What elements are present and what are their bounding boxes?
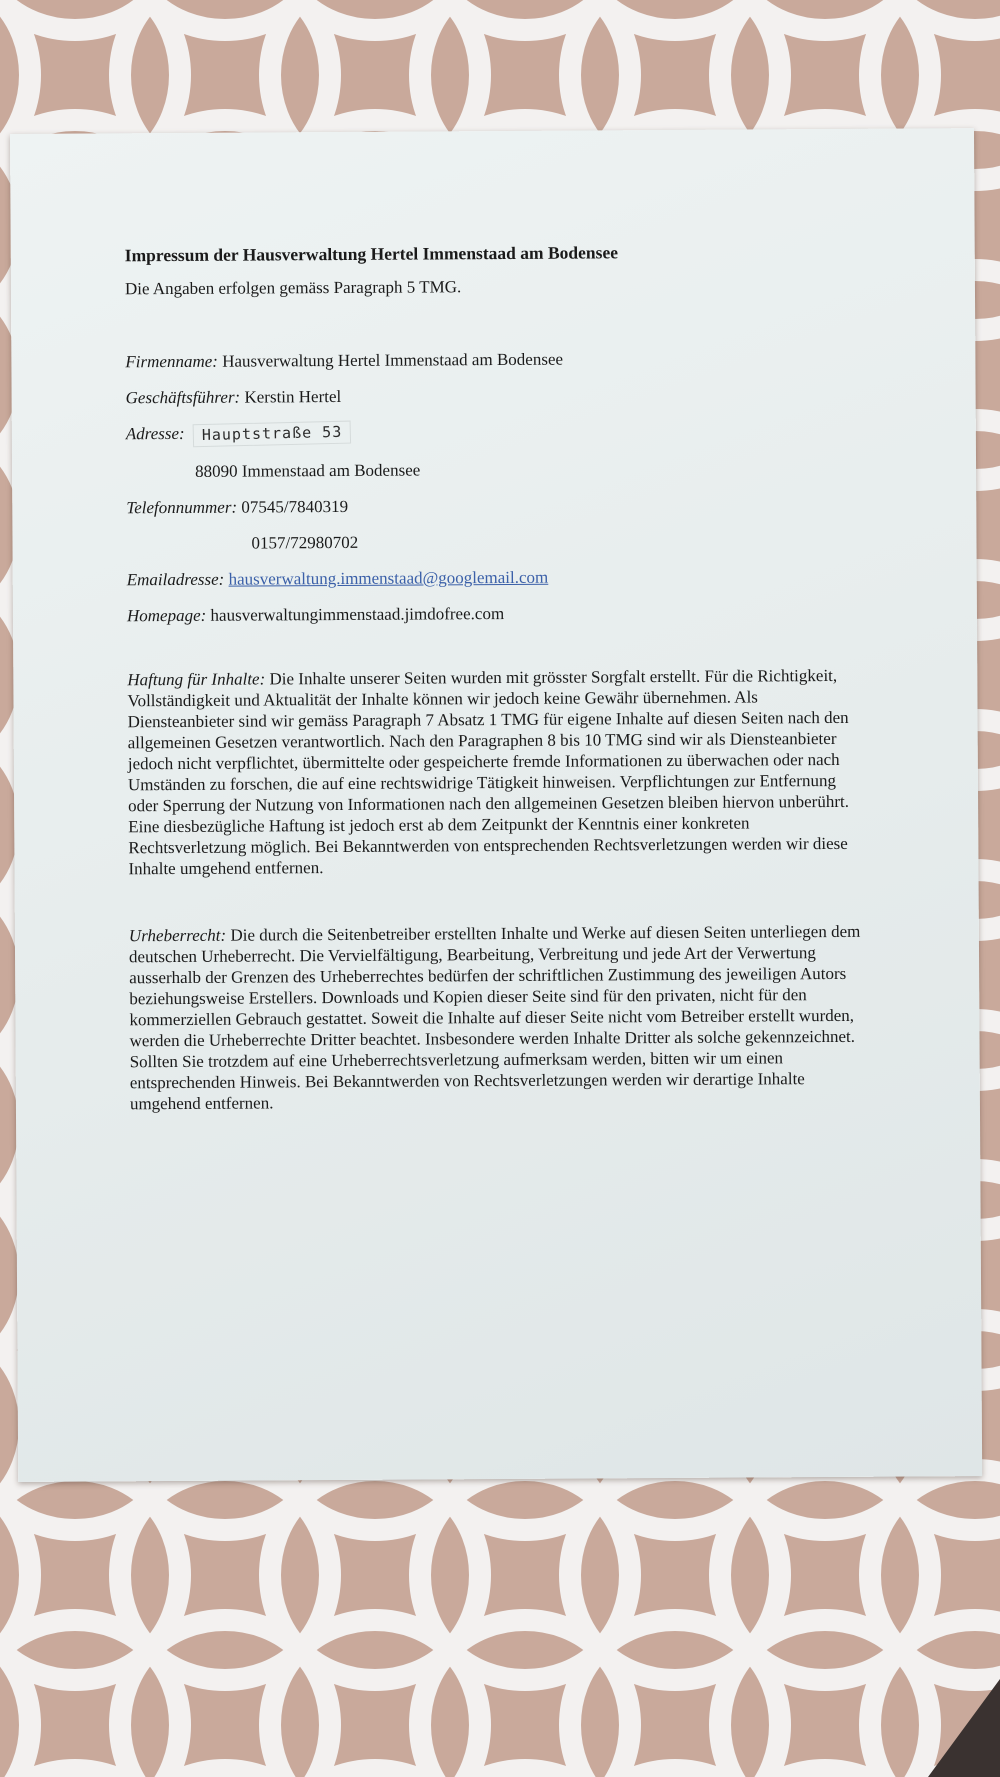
email-link[interactable]: hausverwaltung.immenstaad@googlemail.com <box>228 567 549 589</box>
address-street-handwritten: Hauptstraße 53 <box>193 421 352 448</box>
email-field <box>127 565 867 591</box>
company-field <box>125 347 865 373</box>
homepage-value: hausverwaltungimmenstaad.jimdofree.com <box>210 603 505 625</box>
company-label: Firmenname: <box>125 351 218 372</box>
phone-label: Telefonnummer: <box>126 497 238 518</box>
phone-value-1: 07545/7840319 <box>241 496 349 517</box>
company-value: Hausverwaltung Hertel Immenstaad am Bodensee <box>222 349 564 371</box>
phone-field <box>126 493 866 519</box>
address-field <box>126 419 866 447</box>
copyright-text: Die durch die Seitenbetreiber erstellten Inhalte und Werke auf diesen Seiten unterliegen dem deutschen Urheberrecht. Die Vervielfältigung, Bearbeitung, Verbreitung und jede Art der Verwertung ausserhalb der Grenzen des Urheberrechtes bedürfen der schriftlichen Zustimmung des jeweiligen Autors beziehungsweise Erstellers. Downloads und Kopien dieser Seite sind für den privaten, nicht für den kommerziellen Gebrauch gestattet. Soweit die Inhalte auf dieser Seite nicht vom Betreiber erstellt wurden, werden die Urheberrechte Dritter beachtet. Insbesondere werden Inhalte Dritter als solche gekennzeichnet. Sollten Sie trotzdem auf eine Urheberrechtsverletzung aufmerksam werden, bitten wir um einen entsprechenden Hinweis. Bei Bekanntwerden von Rechtsverletzungen werden wir derartige Inhalte umgehend entfernen. <box>128 921 861 1114</box>
manager-value: Kerstin Hertel <box>244 386 342 407</box>
email-label: Emailadresse: <box>126 569 225 590</box>
address-city: 88090 Immenstaad am Bodensee <box>195 460 421 481</box>
impressum-document <box>125 241 870 1115</box>
manager-field <box>126 383 866 409</box>
liability-paragraph <box>127 665 868 880</box>
manager-label: Geschäftsführer: <box>125 387 241 408</box>
document-title: Impressum der Hausverwaltung Hertel Immenstaad am Bodensee <box>124 242 619 266</box>
homepage-label: Homepage: <box>126 605 207 626</box>
copyright-label: Urheberrecht: <box>128 925 227 946</box>
paper-sheet <box>10 128 982 1482</box>
liability-text: Die Inhalte unserer Seiten wurden mit grösster Sorgfalt erstellt. Für die Richtigkeit, Vollständigkeit und Aktualität der Inhalte können wir jedoch keine Gewähr übernehmen. Als Diensteanbieter sind wir gemäss Paragraph 7 Absatz 1 TMG für eigene Inhalte auf diesen Seiten nach den allgemeinen Gesetzen verantwortlich. Nach den Paragraphen 8 bis 10 TMG sind wir als Diensteanbieter jedoch nicht verpflichtet, übermittelte oder gespeicherte fremde Informationen zu überwachen oder nach Umständen zu forschen, die auf eine rechtswidrige Tätigkeit hinweisen. Verpflichtungen zur Entfernung oder Sperrung der Nutzung von Informationen nach den allgemeinen Gesetzen bleiben hiervon unberührt. Eine diesbezügliche Haftung ist jedoch erst ab dem Zeitpunkt der Kenntnis einer konkreten Rechtsverletzung möglich. Bei Bekanntwerden von entsprechenden Rechtsverletzungen werden wir diese Inhalte umgehend entfernen. <box>127 665 849 879</box>
document-intro: Die Angaben erfolgen gemäss Paragraph 5 TMG. <box>124 277 462 299</box>
copyright-paragraph <box>129 921 870 1115</box>
phone-value-2: 0157/72980702 <box>251 532 359 553</box>
homepage-field <box>127 601 867 627</box>
liability-label: Haftung für Inhalte: <box>127 669 266 690</box>
address-label: Adresse: <box>125 423 185 444</box>
